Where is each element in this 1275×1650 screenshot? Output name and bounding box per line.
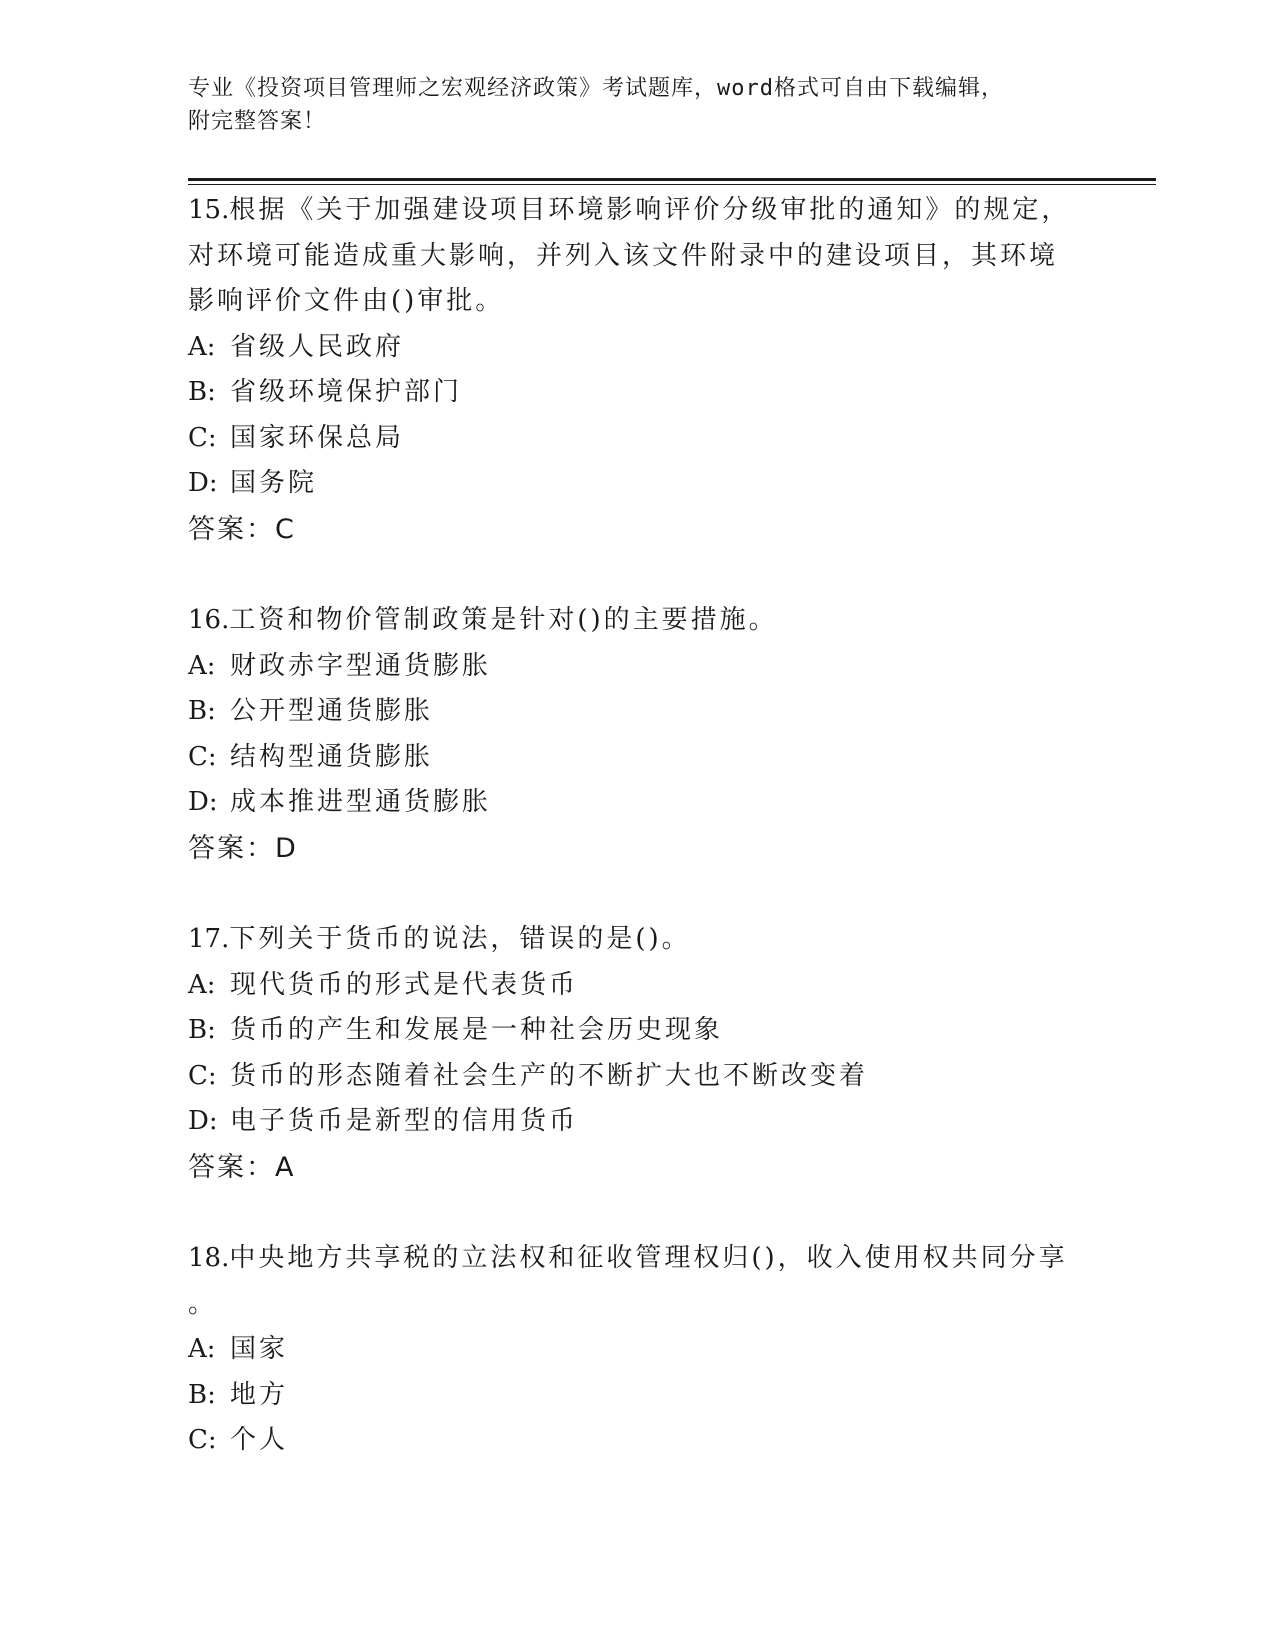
spacer <box>188 1190 1088 1236</box>
option-key: D: <box>188 468 218 498</box>
option-a <box>188 644 1088 690</box>
answer-line: 答案：C <box>188 513 296 545</box>
option-text: 国家环保总局 <box>230 422 405 453</box>
option-c <box>188 1054 1088 1100</box>
option-a <box>188 1327 1088 1373</box>
question-stem-line <box>188 188 1088 234</box>
question-stem-line: 对环境可能造成重大影响，并列入该文件附录中的建设项目，其环境 <box>188 240 1059 271</box>
question-stem-text: 根据《关于加强建设项目环境影响评价分级审批的通知》的规定， <box>229 195 1071 225</box>
question-number: 15. <box>188 195 230 225</box>
option-text: 国家 <box>230 1334 289 1364</box>
header-divider-thick <box>188 178 1156 181</box>
question-stem-text: 工资和物价管制政策是针对()的主要措施。 <box>229 605 778 635</box>
option-key: B: <box>188 696 216 726</box>
option-c <box>188 735 1088 781</box>
question-number: 18. <box>188 1243 230 1273</box>
header-line-1: 专业《投资项目管理师之宏观经济政策》考试题库，word格式可自由下载编辑， <box>188 76 1004 101</box>
option-text: 国务院 <box>230 468 318 498</box>
question-number: 16. <box>188 605 230 635</box>
option-key: A: <box>188 331 216 362</box>
question-15 <box>188 188 1088 552</box>
option-key: A: <box>188 650 216 681</box>
option-text: 省级人民政府 <box>230 331 405 362</box>
option-c <box>188 1418 1088 1464</box>
option-key: C: <box>188 1425 217 1455</box>
option-d <box>188 461 1088 507</box>
spacer <box>188 871 1088 917</box>
question-stem-line: 影响评价文件由()审批。 <box>188 286 505 316</box>
option-text: 电子货币是新型的信用货币 <box>230 1106 579 1136</box>
option-d <box>188 1099 1088 1145</box>
option-a <box>188 963 1088 1009</box>
question-stem-text: 下列关于货币的说法，错误的是()。 <box>229 924 691 954</box>
option-a <box>188 325 1088 371</box>
option-text: 货币的产生和发展是一种社会历史现象 <box>230 1015 724 1045</box>
option-b <box>188 370 1088 416</box>
option-text: 货币的形态随着社会生产的不断扩大也不断改变着 <box>230 1060 869 1091</box>
option-key: A: <box>188 1334 216 1364</box>
header-divider-thin <box>188 184 1156 185</box>
spacer <box>188 552 1088 598</box>
question-17 <box>188 917 1088 1190</box>
option-b <box>188 1008 1088 1054</box>
question-stem-line <box>188 1236 1088 1282</box>
option-text: 财政赤字型通货膨胀 <box>230 650 492 681</box>
option-key: D: <box>188 1106 218 1136</box>
question-stem-text: 中央地方共享税的立法权和征收管理权归()，收入使用权共同分享 <box>229 1243 1068 1273</box>
question-stem-line <box>188 917 1088 963</box>
option-text: 个人 <box>230 1425 289 1455</box>
option-key: C: <box>188 741 217 772</box>
option-text: 现代货币的形式是代表货币 <box>230 969 579 1000</box>
question-number: 17. <box>188 924 230 954</box>
option-c <box>188 416 1088 462</box>
option-b <box>188 1373 1088 1419</box>
document-header <box>188 72 1088 138</box>
option-key: B: <box>188 1379 216 1410</box>
option-key: B: <box>188 377 216 407</box>
option-key: C: <box>188 1060 217 1091</box>
question-stem-line: 。 <box>188 1288 218 1319</box>
option-text: 公开型通货膨胀 <box>230 696 434 726</box>
answer-line: 答案：A <box>188 1151 296 1183</box>
header-line-2: 附完整答案！ <box>188 109 327 134</box>
option-key: D: <box>188 787 218 817</box>
option-key: C: <box>188 422 217 453</box>
option-text: 省级环境保护部门 <box>230 377 463 407</box>
question-18 <box>188 1236 1088 1464</box>
option-key: A: <box>188 969 216 1000</box>
answer-line: 答案：D <box>188 832 298 864</box>
option-key: B: <box>188 1015 216 1045</box>
question-stem-line <box>188 598 1088 644</box>
option-text: 地方 <box>230 1379 289 1410</box>
option-text: 成本推进型通货膨胀 <box>230 787 492 817</box>
question-16 <box>188 598 1088 871</box>
option-b <box>188 689 1088 735</box>
option-d <box>188 780 1088 826</box>
question-list <box>188 188 1088 1464</box>
option-text: 结构型通货膨胀 <box>230 741 434 772</box>
